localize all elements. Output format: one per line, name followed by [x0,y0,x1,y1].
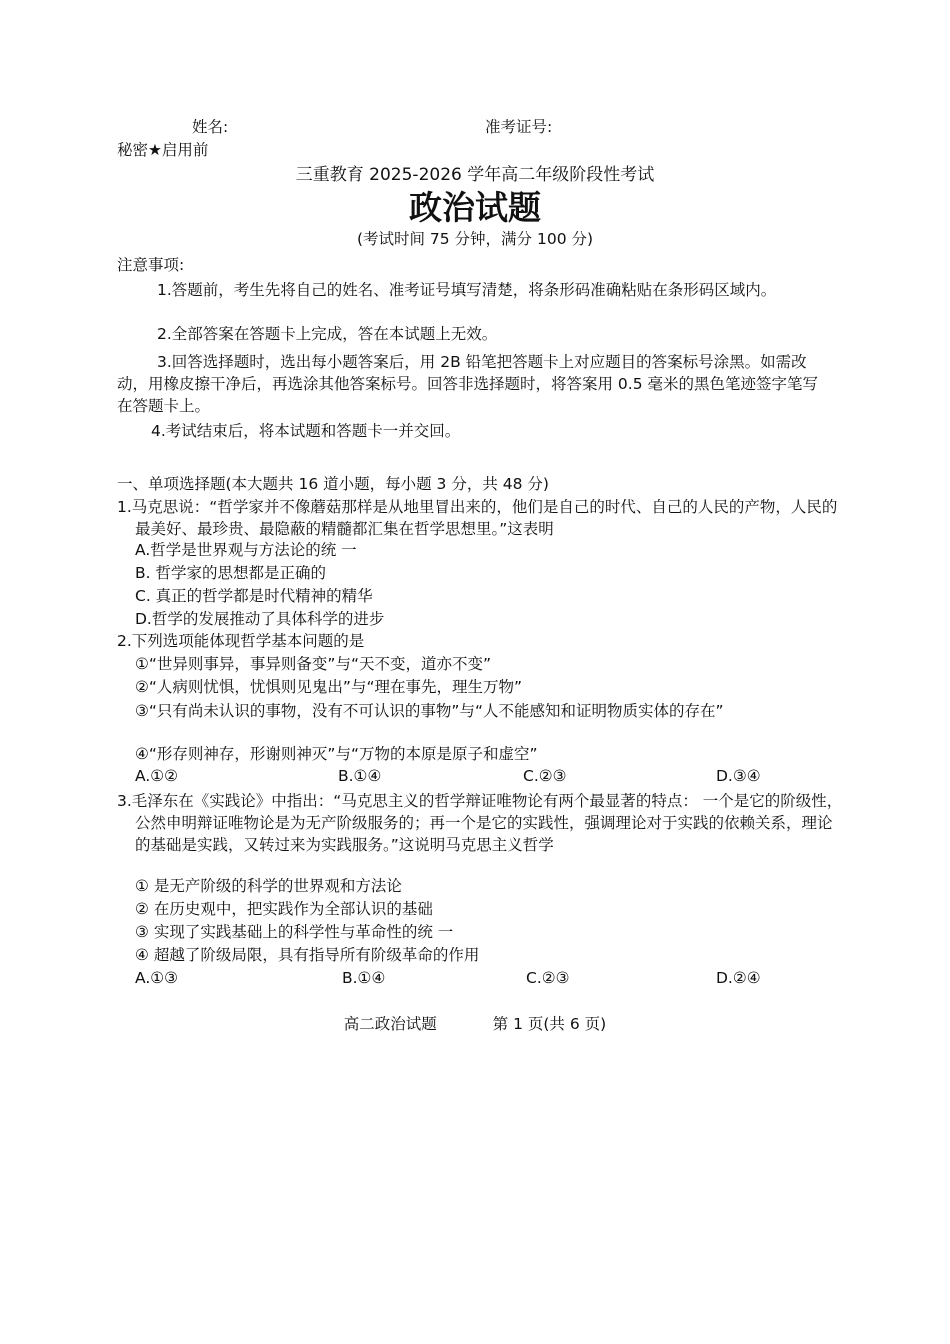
name-label: 姓名: [192,118,229,136]
option-d: D.②④ [716,969,761,987]
footer-subject: 高二政治试题 [343,1015,437,1033]
notice-item: 3.回答选择题时，选出每小题答案后，用 2B 铅笔把答题卡上对应题目的答案标号涂黑。如需改动，用橡皮擦干净后，再选涂其他答案标号。回答非选择题时，将答案用 0.5 毫米的黑色笔迹签字笔写在答题卡上。 [117,353,819,415]
option-d: D.哲学的发展推动了具体科学的进步 [135,610,385,628]
option-a: A.①② [135,767,179,785]
option-a: A.①③ [135,969,179,987]
option-c: C.②③ [523,767,567,785]
footer-page-number: 第 1 页(共 6 页) [492,1015,607,1033]
statement-item: ①“世异则事异，事异则备变”与“天不变，道亦不变” [135,655,492,673]
question-stem: 1.马克思说：“哲学家并不像蘑菇那样是从地里冒出来的，他们是自己的时代、自己的人民的产物，人民的最美好、最珍贵、最隐蔽的精髓都汇集在哲学思想里。”这表明 [117,498,838,538]
notice-item: 4.考试结束后，将本试题和答题卡一并交回。 [151,422,461,440]
statement-item: ④ 超越了阶级局限，具有指导所有阶级革命的作用 [135,946,480,964]
ticket-number-label: 准考证号: [485,118,553,136]
statement-item: ②“人病则忧惧，忧惧则见鬼出”与“理在事先，理生万物” [135,678,523,696]
section-heading: 一、单项选择题(本大题共 16 道小题，每小题 3 分，共 48 分) [117,475,549,493]
statement-item: ③“只有尚未认识的事物，没有不可认识的事物”与“人不能感知和证明物质实体的存在” [135,702,724,720]
page-footer [0,1013,950,1035]
notice-item: 2.全部答案在答题卡上完成，答在本试题上无效。 [157,325,498,343]
option-b: B. 哲学家的思想都是正确的 [135,564,326,582]
option-b: B.①④ [342,969,386,987]
option-c: C.②③ [526,969,570,987]
page-title: 政治试题 [409,188,541,227]
option-d: D.③④ [716,767,761,785]
statement-item: ④“形存则神存，形谢则神灭”与“万物的本原是原子和虚空” [135,745,538,763]
confidential-mark: 秘密★启用前 [117,141,209,159]
option-c: C. 真正的哲学都是时代精神的精华 [135,587,373,605]
notice-item: 1.答题前，考生先将自己的姓名、准考证号填写清楚，将条形码准确粘贴在条形码区域内。 [157,281,777,299]
statement-item: ① 是无产阶级的科学的世界观和方法论 [135,877,402,895]
option-b: B.①④ [338,767,382,785]
exam-subtitle: 三重教育 2025-2026 学年高二年级阶段性考试 [295,165,655,185]
notice-heading: 注意事项: [117,256,185,274]
statement-item: ② 在历史观中，把实践作为全部认识的基础 [135,900,433,918]
exam-time-note: (考试时间 75 分钟，满分 100 分) [356,230,594,248]
option-a: A.哲学是世界观与方法论的统 一 [135,541,357,559]
question-stem: 3.毛泽东在《实践论》中指出：“马克思主义的哲学辩证唯物论有两个最显著的特点： 一个是它的阶级性，公然申明辩证唯物论是为无产阶级服务的；再一个是它的实践性，强调理论对于实践的依赖关系，理论的基础是实践，又转过来为实践服务。”这说明马克思主义哲学 [117,792,843,854]
question-stem: 2.下列选项能体现哲学基本问题的是 [117,632,365,650]
statement-item: ③ 实现了实践基础上的科学性与革命性的统 一 [135,923,454,941]
